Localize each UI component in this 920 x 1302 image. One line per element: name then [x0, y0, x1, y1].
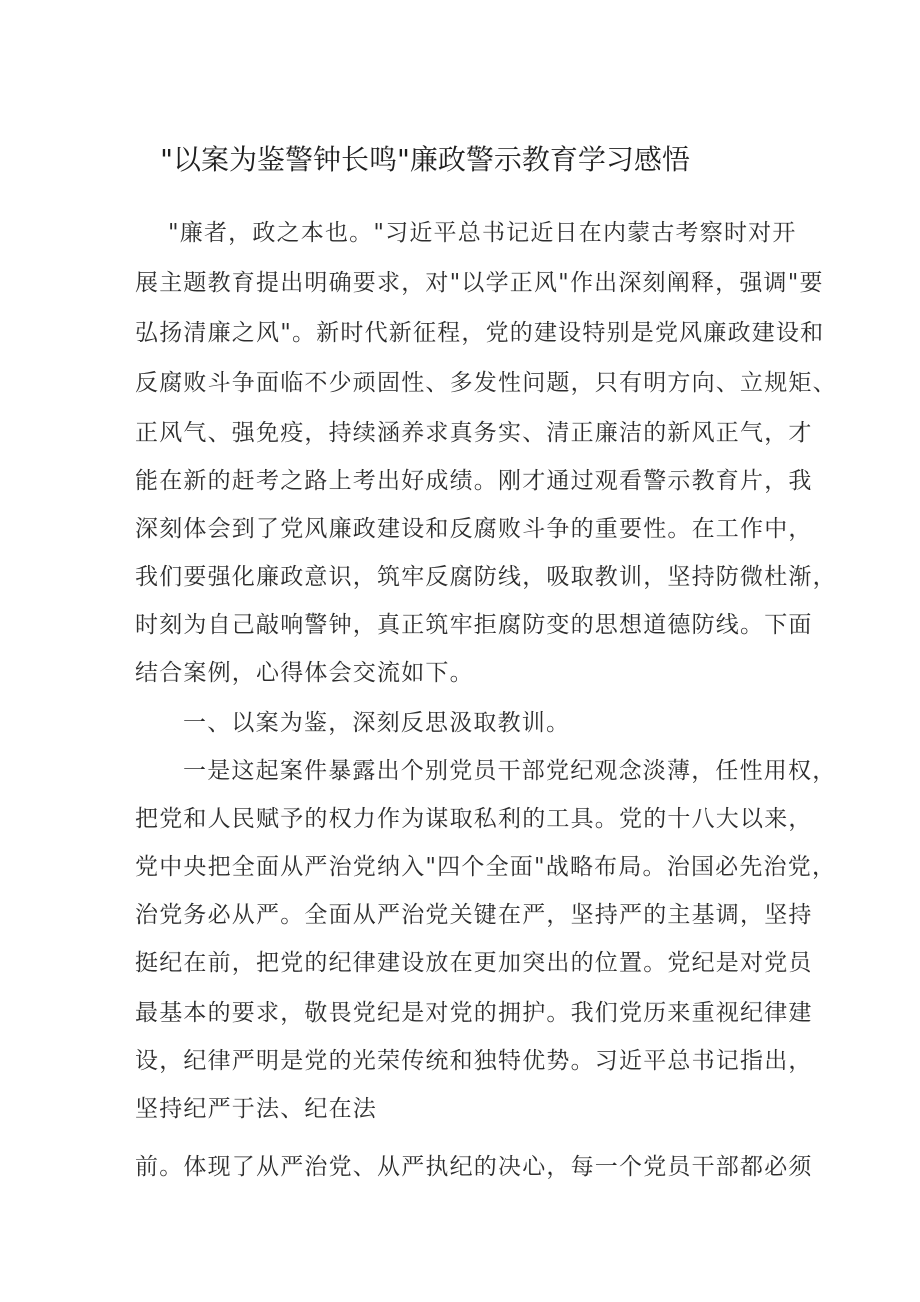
paragraph-line: 我们要强化廉政意识，筑牢反腐防线，吸取教训，坚持防微杜渐，	[135, 564, 837, 590]
document-title: "以案为鉴警钟长鸣"廉政警示教育学习感悟	[160, 143, 690, 176]
paragraph-line: 能在新的赶考之路上考出好成绩。刚才通过观看警示教育片，我	[135, 468, 813, 494]
paragraph-line: 时刻为自己敲响警钟，真正筑牢拒腐防变的思想道德防线。下面	[135, 612, 813, 638]
paragraph-line: "廉者，政之本也。"习近平总书记近日在内蒙古考察时对开	[168, 220, 797, 246]
paragraph-line: 前。体现了从严治党、从严执纪的决心，每一个党员干部都必须	[135, 1154, 813, 1180]
paragraph-line: 深刻体会到了党风廉政建设和反腐败斗争的重要性。在工作中，	[135, 516, 813, 542]
paragraph-line: 挺纪在前，把党的纪律建设放在更加突出的位置。党纪是对党员	[135, 950, 813, 976]
paragraph-line: 党中央把全面从严治党纳入"四个全面"战略布局。治国必先治党，	[135, 854, 837, 880]
paragraph-line: 治党务必从严。全面从严治党关键在严，坚持严的主基调，坚持	[135, 902, 813, 928]
paragraph-line: 反腐败斗争面临不少顽固性、多发性问题，只有明方向、立规矩、	[135, 370, 837, 396]
paragraph-line: 一是这起案件暴露出个别党员干部党纪观念淡薄，任性用权，	[183, 758, 837, 784]
paragraph-line: 设，纪律严明是党的光荣传统和独特优势。习近平总书记指出，	[135, 1048, 813, 1074]
paragraph-line: 把党和人民赋予的权力作为谋取私利的工具。党的十八大以来，	[135, 806, 813, 832]
paragraph-line: 最基本的要求，敬畏党纪是对党的拥护。我们党历来重视纪律建	[135, 1000, 813, 1026]
section-heading: 一、以案为鉴，深刻反思汲取教训。	[183, 710, 571, 736]
paragraph-line: 正风气、强免疫，持续涵养求真务实、清正廉洁的新风正气，才	[135, 420, 813, 446]
paragraph-line: 弘扬清廉之风"。新时代新征程，党的建设特别是党风廉政建设和	[135, 320, 825, 346]
paragraph-line: 展主题教育提出明确要求，对"以学正风"作出深刻阐释，强调"要	[135, 270, 824, 296]
paragraph-line: 结合案例，心得体会交流如下。	[135, 660, 474, 686]
paragraph-line: 坚持纪严于法、纪在法	[135, 1096, 377, 1122]
